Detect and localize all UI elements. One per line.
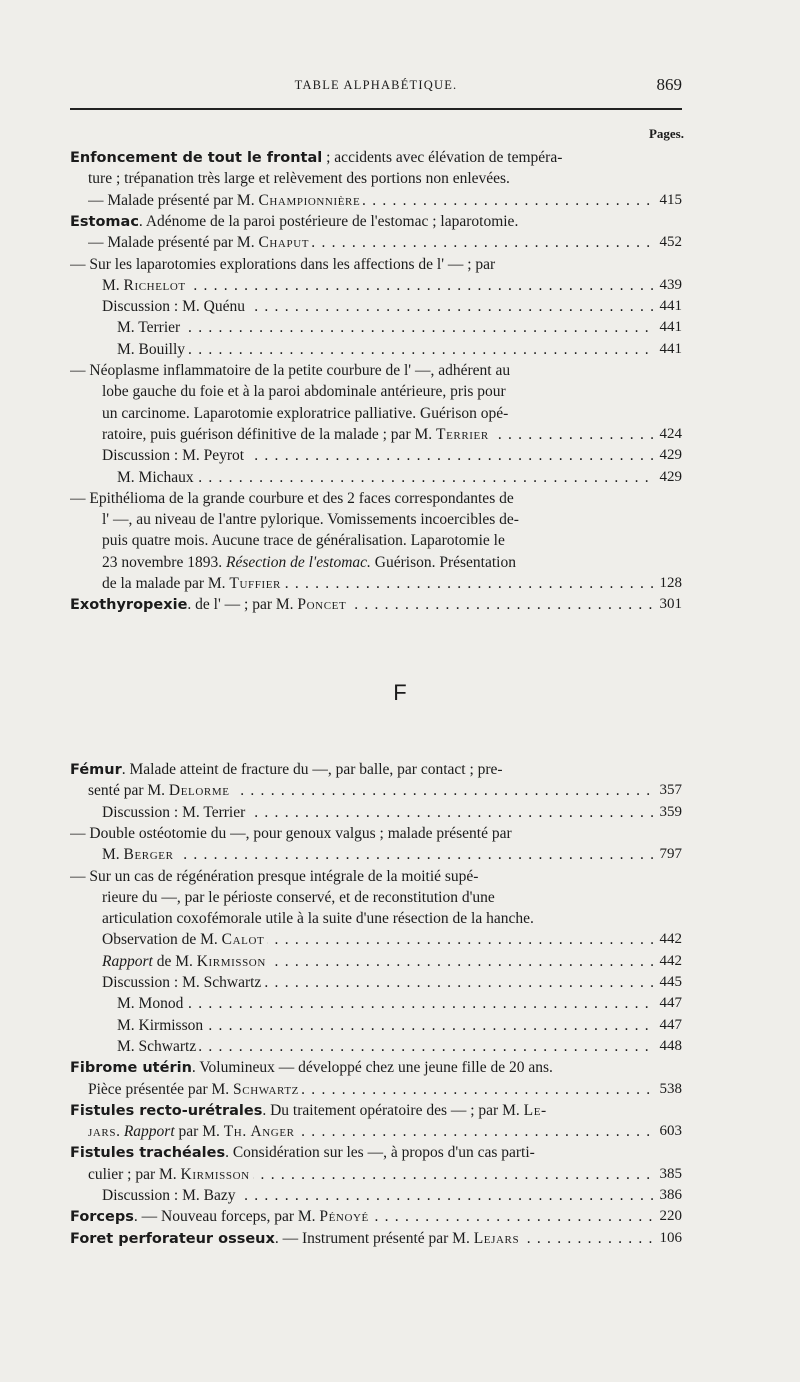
entry-segment: . Volumineux — développé chez une jeune fille de 20 ans.	[191, 1059, 553, 1077]
entry-segment: — Sur les laparotomies explorations dans les affections de l' — ; par	[70, 255, 496, 273]
entry-segment: lobe gauche du foie et à la paroi abdominale antérieure, pris pour	[102, 383, 506, 401]
entry-segment: — Malade présenté par M.	[88, 234, 259, 252]
index-line	[70, 1057, 682, 1078]
entry-segment: Pénoyé	[319, 1208, 369, 1226]
entry-segment: Poncet	[297, 596, 347, 614]
entry-segment: — Epithélioma de la grande courbure et des 2 faces correspondantes de	[70, 489, 514, 507]
page-reference: 797	[654, 844, 683, 865]
entry-segment: rieure du —, par le périoste conservé, et de reconstitution d'une	[102, 888, 495, 906]
entry-segment: Calot	[221, 931, 265, 949]
index-line	[102, 802, 682, 823]
entry-segment: 23 novembre 1893.	[102, 553, 226, 571]
entry-text	[102, 846, 177, 863]
page-reference: 429	[654, 445, 683, 466]
entry-text	[102, 532, 508, 549]
page-reference: 441	[654, 317, 683, 338]
page-reference: 359	[654, 802, 683, 823]
entry-segment: Pièce présentée par M.	[88, 1080, 234, 1098]
index-line	[102, 972, 682, 993]
entry-segment: Tuffier	[229, 575, 281, 592]
entry-segment: de la malade par M.	[102, 575, 230, 592]
index-line	[70, 1100, 682, 1121]
index-line	[88, 780, 682, 801]
entry-text	[102, 405, 511, 422]
page-reference: 441	[654, 296, 683, 317]
index-line	[70, 147, 682, 168]
entry-keyword: Fistules recto-urétrales	[70, 1102, 263, 1119]
index-line	[102, 509, 682, 530]
index-line	[117, 993, 682, 1014]
entry-segment: ratoire, puis guérison définitive de la malade ; par M.	[102, 425, 437, 443]
page-reference: 106	[654, 1228, 683, 1249]
entry-segment: — Double ostéotomie du —, pour genoux valgus ; malade présenté par	[70, 824, 512, 842]
index-line	[88, 190, 682, 211]
entry-segment: Rapport	[123, 1123, 175, 1141]
entry-text	[70, 1144, 538, 1161]
entry-segment: Championnière	[258, 191, 361, 209]
page-reference: 301	[654, 594, 683, 615]
entry-text	[88, 1123, 298, 1140]
entry-text	[117, 1038, 199, 1055]
entry-keyword: Fibrome utérin	[70, 1060, 192, 1077]
entry-segment: Résection de l'estomac.	[225, 553, 371, 571]
entry-segment: . — Instrument présenté par M.	[274, 1229, 474, 1247]
entry-keyword: Estomac	[70, 213, 139, 230]
index-line	[88, 168, 682, 189]
entry-segment: Discussion : M. Terrier	[102, 803, 246, 821]
entry-segment: . Considération sur les —, à propos d'un cas parti-	[225, 1144, 535, 1162]
entry-segment: Terrier	[436, 425, 489, 443]
entry-segment: . — Nouveau forceps, par M.	[133, 1208, 320, 1226]
entry-segment: M. Terrier	[117, 319, 181, 337]
page-reference: 357	[654, 780, 683, 801]
page-reference: 439	[654, 275, 683, 296]
index-line	[70, 488, 682, 509]
entry-text	[70, 213, 521, 230]
entry-text	[70, 256, 498, 273]
entry-segment: Chaput	[258, 234, 310, 252]
index-line	[117, 1036, 682, 1057]
entry-segment: Discussion : M. Schwartz	[102, 974, 262, 991]
entry-segment: Schwartz	[233, 1080, 299, 1098]
entry-text	[88, 1081, 302, 1098]
entry-text	[102, 804, 248, 821]
entry-segment: . Malade atteint de fracture du —, par balle, par contact ; pre-	[121, 761, 503, 778]
entry-segment: Kirmisson	[196, 952, 266, 970]
entry-segment: senté par M.	[88, 782, 169, 800]
index-line	[70, 823, 682, 844]
entry-segment: — Malade présenté par M.	[88, 191, 259, 209]
page-reference: 447	[654, 993, 683, 1014]
entry-text	[102, 426, 492, 443]
index-line	[70, 759, 682, 780]
entry-segment: Berger	[123, 846, 174, 864]
entry-text	[117, 995, 186, 1012]
entry-text	[70, 1208, 372, 1225]
entry-segment: Delorme	[168, 782, 230, 800]
page-reference: 538	[654, 1079, 683, 1100]
running-header	[70, 75, 682, 100]
entry-segment: M. Kirmisson	[117, 1016, 204, 1034]
entry-segment: — Néoplasme inflammatoire de la petite courbure de l' —, adhérent au	[70, 362, 511, 379]
entry-text	[70, 490, 517, 507]
entry-segment: un carcinome. Laparotomie exploratrice palliative. Guérison opé-	[102, 404, 509, 422]
entry-text	[88, 234, 312, 251]
index-line	[70, 360, 682, 381]
entry-text	[70, 825, 515, 842]
entry-segment: . Adénome de la paroi postérieure de l'estomac ; laparotomie.	[138, 212, 519, 230]
entry-segment: Discussion : M. Bazy	[102, 1187, 236, 1204]
page-reference: 442	[654, 951, 683, 972]
entry-segment: — Sur un cas de régénération presque intégrale de la moitié supé-	[70, 867, 479, 885]
entry-segment: Discussion : M. Peyrot	[102, 447, 245, 465]
index-line	[70, 254, 682, 275]
entry-text	[70, 362, 513, 379]
entry-text	[70, 1102, 550, 1119]
page-reference: 447	[654, 1015, 683, 1036]
index-line	[70, 1228, 682, 1249]
entry-text	[102, 511, 522, 528]
entry-segment: l' —, au niveau de l'antre pylorique. Vomissements incoercibles de-	[102, 511, 519, 529]
section-letter: F	[393, 680, 407, 705]
index-line	[102, 403, 682, 424]
page-reference: 385	[654, 1164, 683, 1185]
index-line	[102, 552, 682, 573]
entry-keyword: Forceps	[70, 1209, 134, 1226]
entry-text	[102, 953, 269, 970]
page-reference: 429	[654, 467, 683, 488]
page-reference: 448	[654, 1036, 683, 1057]
index-line	[70, 211, 682, 232]
entry-segment: culier ; par M.	[88, 1165, 181, 1183]
index-line	[117, 467, 682, 488]
entry-text	[117, 341, 188, 358]
index-line	[102, 275, 682, 296]
index-line	[102, 445, 682, 466]
index-line	[102, 530, 682, 551]
header-title: TABLE ALPHABÉTIQUE.	[294, 78, 458, 92]
entry-segment: puis quatre mois. Aucune trace de généralisation. Laparotomie le	[102, 532, 505, 550]
page-reference: 442	[654, 929, 683, 950]
entry-text	[102, 931, 267, 948]
page-reference: 220	[654, 1206, 683, 1227]
entry-segment: Richelot	[123, 276, 186, 294]
page-reference: 415	[654, 190, 683, 211]
index-line	[70, 594, 682, 615]
index-line	[102, 381, 682, 402]
entry-segment: de M.	[152, 952, 197, 970]
index-line	[102, 908, 682, 929]
page-reference: 386	[654, 1185, 683, 1206]
index-line	[102, 951, 682, 972]
entry-segment: par M.	[174, 1123, 224, 1141]
index-line	[102, 1185, 682, 1206]
entry-text	[117, 319, 183, 336]
entry-text	[88, 782, 233, 799]
page-reference: 445	[654, 972, 683, 993]
entry-segment: M. Monod	[117, 995, 184, 1013]
entry-text	[102, 298, 248, 315]
entry-text	[102, 974, 264, 991]
entry-text	[102, 277, 189, 294]
entry-segment: M. Schwartz	[117, 1037, 197, 1055]
entry-segment: . de l' — ; par M.	[187, 596, 298, 614]
entry-text	[102, 910, 537, 927]
index-line	[88, 232, 682, 253]
entry-keyword: Exothyropexie	[70, 597, 188, 614]
entry-segment: M. Bouilly	[117, 340, 186, 358]
pages-column-label: Pages.	[648, 126, 684, 141]
index-line	[117, 317, 682, 338]
entry-segment: Lejars	[473, 1229, 520, 1247]
index-line	[70, 1142, 682, 1163]
index-line	[88, 1079, 682, 1100]
entry-text	[102, 1187, 238, 1204]
index-line	[102, 844, 682, 865]
page-reference: 128	[654, 573, 683, 594]
page-reference: 424	[654, 424, 683, 445]
entry-segment: jars	[88, 1123, 117, 1141]
index-line	[70, 1206, 682, 1227]
entry-text	[88, 192, 363, 209]
entry-keyword: Fistules trachéales	[70, 1145, 226, 1162]
entry-text	[70, 149, 565, 166]
page-reference: 452	[654, 232, 683, 253]
entry-segment: Observation de M.	[102, 931, 222, 949]
index-line	[102, 887, 682, 908]
entry-text	[102, 575, 284, 592]
entry-segment: M.	[102, 276, 124, 294]
entry-segment: .	[116, 1123, 124, 1141]
entry-text	[88, 1166, 253, 1183]
entry-segment: . Du traitement opératoire des — ; par M.	[262, 1101, 524, 1119]
index-line	[117, 339, 682, 360]
index-line	[70, 866, 682, 887]
page-number: 869	[656, 75, 682, 94]
index-line	[102, 424, 682, 445]
entry-segment: Le-	[523, 1101, 547, 1119]
entry-segment: Th. Anger	[223, 1123, 295, 1141]
index-line	[88, 1121, 682, 1142]
index-line	[102, 296, 682, 317]
entry-segment: Guérison. Présentation	[370, 553, 516, 571]
entry-segment: Discussion : M. Quénu	[102, 298, 245, 316]
entry-segment: ture ; trépanation très large et relèvement des portions non enlevées.	[88, 170, 510, 188]
index-line	[102, 573, 682, 594]
entry-text	[70, 868, 481, 885]
page-reference: 603	[654, 1121, 683, 1142]
entry-text	[102, 447, 247, 464]
entry-text	[102, 554, 519, 571]
entry-segment: ; accidents avec élévation de tempéra-	[322, 149, 563, 166]
entry-text	[70, 1230, 522, 1247]
entry-segment: articulation coxofémorale utile à la suite d'une résection de la hanche.	[102, 910, 534, 928]
entry-segment: Kirmisson	[180, 1165, 250, 1183]
entry-segment: M.	[102, 846, 124, 864]
entry-text	[88, 170, 513, 187]
entry-text	[117, 1017, 206, 1034]
index-line	[117, 1015, 682, 1036]
entry-text	[117, 469, 197, 486]
entry-text	[70, 1059, 556, 1076]
entry-text	[102, 889, 498, 906]
header-rule	[70, 108, 682, 110]
entry-text	[70, 761, 506, 778]
entry-segment: M. Michaux	[117, 468, 194, 486]
entry-text	[70, 596, 349, 613]
entry-segment: Rapport	[102, 952, 153, 970]
entry-keyword: Foret perforateur osseux	[70, 1230, 275, 1247]
entry-text	[102, 383, 509, 400]
index-line	[88, 1164, 682, 1185]
entry-keyword: Enfoncement de tout le frontal	[70, 150, 323, 166]
index-line	[102, 929, 682, 950]
entry-keyword: Fémur	[70, 762, 122, 778]
page-reference: 441	[654, 339, 683, 360]
